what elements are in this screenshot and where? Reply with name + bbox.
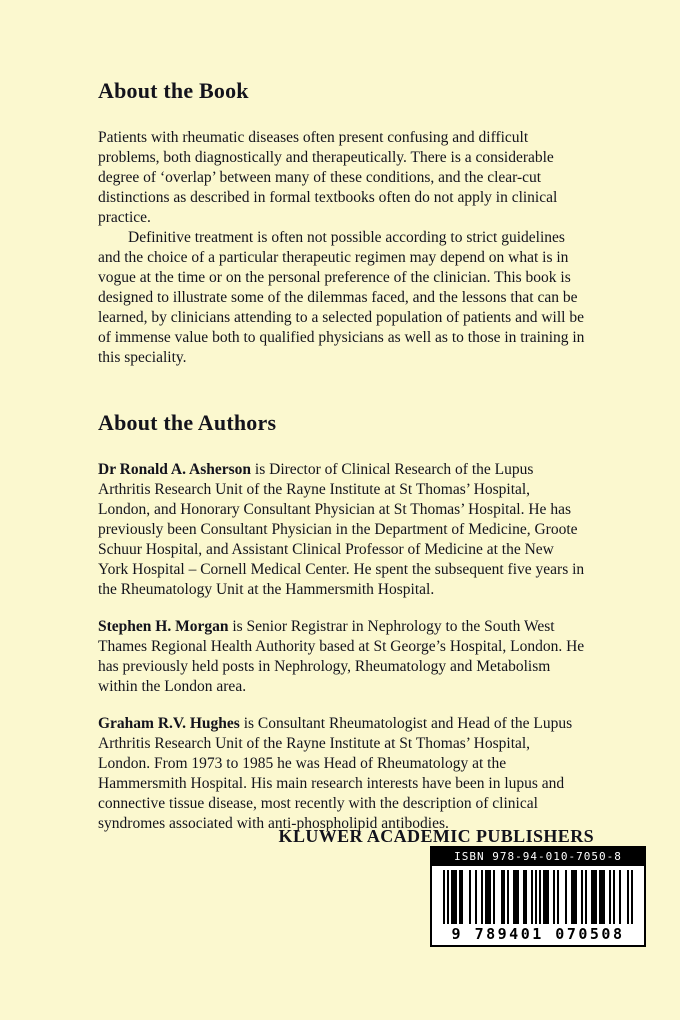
author-paragraph-asherson xyxy=(98,460,586,600)
isbn-label: ISBN 978-94-010-7050-8 xyxy=(432,848,644,866)
author-name-morgan: Stephen H. Morgan xyxy=(98,618,229,635)
barcode-bars-image xyxy=(432,870,644,924)
about-authors-heading: About the Authors xyxy=(98,410,277,435)
author-paragraph-morgan xyxy=(98,617,586,697)
author-bio-hughes: is Consultant Rheumatologist and Head of the Lupus Arthritis Research Unit of the Rayne Institute at St Thomas’ Hospital, London. From 1973 to 1985 he was Head of Rheumatology at the Hammersmith Hospital. His main research interests have been in lupus and connective tissue disease, most recently with the description of clinical syndromes associated with anti-phospholipid antibodies. xyxy=(98,715,573,832)
author-name-hughes: Graham R.V. Hughes xyxy=(98,715,240,732)
about-book-heading: About the Book xyxy=(98,78,249,103)
about-book-paragraph-1: Patients with rheumatic diseases often present confusing and difficult problems, both diagnostically and therapeutically. There is a considerable degree of ‘overlap’ between many of these conditions, and the clear-cut distinctions as described in formal textbooks often do not apply in clinical practice. xyxy=(98,129,558,226)
cover-text-block xyxy=(98,78,586,834)
author-name-asherson: Dr Ronald A. Asherson xyxy=(98,461,252,478)
author-bio-asherson: is Director of Clinical Research of the Lupus Arthritis Research Unit of the Rayne Institute at St Thomas’ Hospital, London, and Honorary Consultant Physician at St Thomas’ Hospital. He has previously been Consultant Physician in the Department of Medicine, Groote Schuur Hospital, and Assistant Clinical Professor of Medicine at the New York Hospital – Cornell Medical Center. He spent the subsequent five years in the Rheumatology Unit at the Hammersmith Hospital. xyxy=(98,461,585,598)
isbn-digits: 9 789401 070508 xyxy=(451,925,625,943)
author-bio-morgan: is Senior Registrar in Nephrology to the South West Thames Regional Health Authority based at St George’s Hospital, London. He has previously held posts in Nephrology, Rheumatology and Metabolism within the London area. xyxy=(98,618,585,695)
isbn-barcode xyxy=(430,846,646,947)
author-paragraph-hughes xyxy=(98,714,586,834)
barcode-area xyxy=(432,866,644,945)
publisher-name: KLUWER ACADEMIC PUBLISHERS xyxy=(278,826,594,846)
about-book-paragraph-2: Definitive treatment is often not possible according to strict guidelines and the choice of a particular therapeutic regimen may depend on what is in vogue at the time or on the personal preference of the clinician. This book is designed to illustrate some of the dilemmas faced, and the lessons that can be learned, by clinicians attending to a selected population of patients and will be of immense value both to qualified physicians as well as to those in training in this speciality. xyxy=(98,229,585,366)
